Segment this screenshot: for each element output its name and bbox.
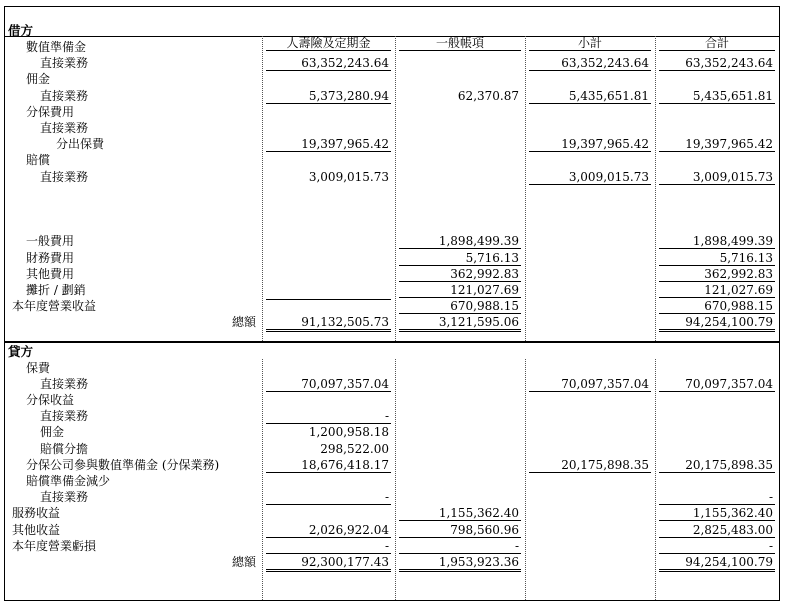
credit-row-label: 其他收益: [12, 522, 61, 537]
credit-row-label: 賠償分擔: [40, 441, 89, 456]
debit-row-label: 本年度營業收益: [12, 299, 97, 314]
credit-row-label: 本年度營業虧損: [12, 538, 97, 553]
debit-row-value: 63,352,243.64: [529, 56, 651, 71]
debit-row-value: 1,898,499.39: [659, 234, 775, 249]
credit-total-label: 總額: [231, 555, 256, 569]
debit-row-label: 分保費用: [26, 104, 75, 119]
credit-row-value: -: [266, 409, 391, 424]
debit-row-value: 5,435,651.81: [529, 89, 651, 104]
credit-row-label: 佣金: [40, 425, 65, 440]
debit-total-label: 總額: [231, 315, 256, 330]
credit-total-value: 94,254,100.79: [659, 555, 775, 572]
header-top-rule: [4, 36, 780, 37]
credit-row-value: 20,175,898.35: [529, 458, 651, 473]
debit-total-value: 91,132,505.73: [266, 315, 391, 332]
credit-column-rule: [262, 359, 263, 600]
credit-row-value: 2,825,483.00: [659, 523, 775, 538]
column-header-2: 一般帳項: [399, 36, 521, 51]
debit-row-label: 直接業務: [40, 169, 89, 184]
column-header-4: 合計: [659, 36, 775, 51]
debit-row-label: 一般費用: [26, 234, 75, 249]
credit-total-value: 1,953,923.36: [399, 555, 521, 572]
debit-row-label: 財務費用: [26, 250, 75, 265]
credit-row-label: 保費: [26, 360, 51, 375]
credit-row-value: 70,097,357.04: [659, 377, 775, 392]
debit-total-value: 3,121,595.06: [399, 315, 521, 332]
credit-row-label: 服務收益: [12, 506, 61, 521]
debit-row-value: 63,352,243.64: [659, 56, 775, 71]
debit-row-value: 5,373,280.94: [266, 89, 391, 104]
debit-column-rule: [655, 36, 656, 341]
debit-row-label: 數值準備金: [26, 40, 87, 54]
debit-row-label: 攤折 / 劃銷: [26, 283, 86, 297]
credit-column-rule: [655, 359, 656, 600]
credit-row-value: 70,097,357.04: [529, 377, 651, 392]
debit-row-label: 賠償: [26, 153, 51, 168]
debit-row-value: 362,992.83: [399, 267, 521, 282]
credit-row-value: 298,522.00: [320, 441, 389, 456]
debit-row-value: 3,009,015.73: [659, 170, 775, 185]
credit-row-value: 70,097,357.04: [266, 377, 391, 392]
credit-row-value: 20,175,898.35: [659, 458, 775, 473]
debit-row-value: 670,988.15: [399, 299, 521, 314]
credit-row-value: 18,676,418.17: [266, 458, 391, 473]
debit-column-rule: [395, 36, 396, 341]
debit-row-value: 121,027.69: [399, 283, 521, 298]
credit-row-value: 798,560.96: [399, 523, 521, 538]
credit-column-rule: [525, 359, 526, 600]
debit-row-value: 1,898,499.39: [399, 234, 521, 249]
debit-row-label: 直接業務: [40, 88, 89, 103]
debit-column-rule: [262, 36, 263, 341]
debit-row-value: 62,370.87: [457, 88, 519, 103]
debit-row-label: 直接業務: [40, 121, 89, 135]
credit-row-label: 直接業務: [40, 490, 89, 505]
column-header-1: 人壽險及定期金: [266, 36, 391, 51]
debit-row-value: 362,992.83: [659, 267, 775, 282]
credit-row-label: 分保公司參與數值準備金 (分保業務): [26, 457, 220, 472]
credit-row-value: -: [266, 539, 391, 554]
debit-row-value: 19,397,965.42: [266, 137, 391, 152]
credit-section-title: 貸方: [8, 343, 34, 359]
debit-row-label: 分出保費: [56, 137, 105, 152]
column-header-3: 小計: [529, 36, 651, 51]
debit-row-value: 19,397,965.42: [659, 137, 775, 152]
credit-row-value: 1,155,362.40: [659, 506, 775, 521]
debit-row-value: 5,716.13: [659, 251, 775, 266]
credit-row-value: -: [659, 490, 775, 505]
debit-row-value: 3,009,015.73: [308, 169, 389, 184]
credit-row-label: 直接業務: [40, 376, 89, 391]
credit-row-label: 直接業務: [40, 409, 89, 424]
debit-row-label: 佣金: [26, 72, 51, 87]
debit-row-value: 19,397,965.42: [529, 137, 651, 152]
credit-row-label: 分保收益: [26, 393, 75, 407]
credit-row-value: -: [266, 490, 391, 505]
debit-column-rule: [525, 36, 526, 341]
debit-row-value: 670,988.15: [659, 299, 775, 314]
debit-total-value: 94,254,100.79: [659, 315, 775, 332]
debit-row-label: 直接業務: [40, 56, 89, 71]
credit-row-value: 1,200,958.18: [308, 425, 389, 440]
debit-row-value: 3,009,015.73: [529, 170, 651, 185]
credit-row-value: 2,026,922.04: [266, 523, 391, 538]
section-divider: [4, 341, 780, 343]
credit-total-value: 92,300,177.43: [266, 555, 391, 572]
credit-column-rule: [395, 359, 396, 600]
debit-row-value: 5,716.13: [399, 251, 521, 266]
credit-row-value: -: [659, 539, 775, 554]
credit-row-label: 賠償準備金減少: [26, 474, 111, 488]
debit-row-label: 其他費用: [26, 266, 75, 281]
debit-row-value: [266, 299, 391, 300]
debit-row-value: 5,435,651.81: [659, 89, 775, 104]
debit-row-value: 121,027.69: [659, 283, 775, 298]
debit-section-title: 借方: [8, 23, 34, 38]
credit-row-value: -: [399, 539, 521, 554]
credit-row-value: 1,155,362.40: [399, 506, 521, 521]
debit-row-value: 63,352,243.64: [266, 56, 391, 71]
